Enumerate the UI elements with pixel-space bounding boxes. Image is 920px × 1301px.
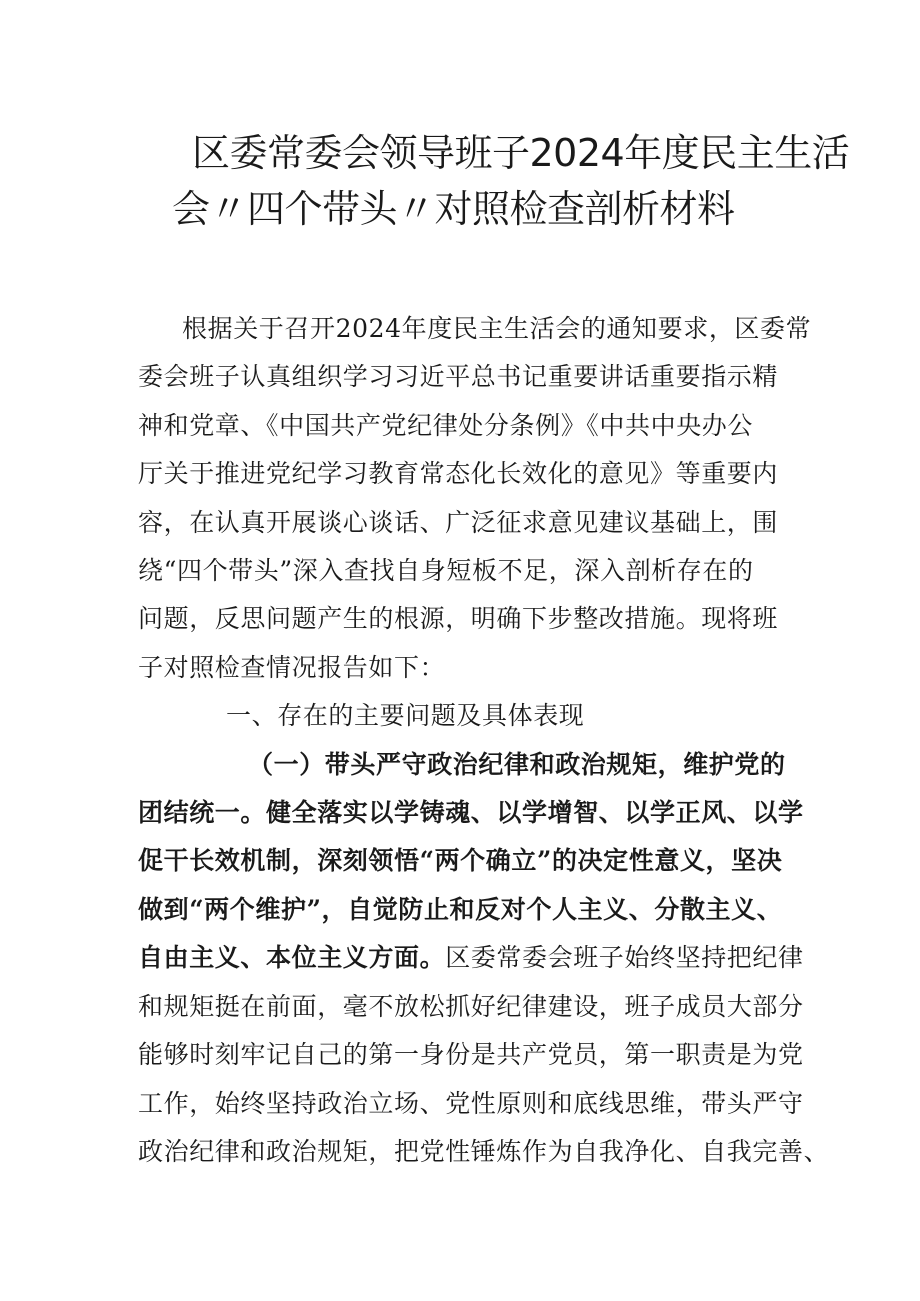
bold-run: 自由主义、本位主义方面。: [138, 943, 446, 973]
paragraph-line: 政治纪律和政治规矩，把党性锤炼作为自我净化、自我完善、: [138, 1136, 830, 1166]
section-heading: 一、存在的主要问题及具体表现: [226, 701, 585, 731]
paragraph-line-bold: 促干长效机制，深刻领悟“两个确立”的决定性意义，坚决: [138, 846, 783, 876]
normal-run: 区委常委会班子始终坚持把纪律: [445, 943, 804, 973]
paragraph-line: 子对照检查情况报告如下：: [138, 652, 446, 682]
paragraph-line: 能够时刻牢记自己的第一身份是共产党员，第一职责是为党: [138, 1040, 804, 1070]
paragraph-line: 厅关于推进党纪学习教育常态化长效化的意见》等重要内: [138, 459, 779, 489]
paragraph-line: 工作，始终坚持政治立场、党性原则和底线思维，带头严守: [138, 1088, 804, 1118]
document-body: [138, 305, 830, 1176]
title-line: 会〃四个带头〃对照检查剖析材料: [172, 187, 735, 231]
paragraph-line-bold: 做到“两个维护”，自觉防止和反对个人主义、分散主义、: [138, 894, 783, 924]
paragraph-line: 问题，反思问题产生的根源，明确下步整改措施。现将班: [138, 604, 779, 634]
paragraph-line: 根据关于召开2024年度民主生活会的通知要求，区委常: [182, 314, 812, 343]
title-line: 区委常委会领导班子2024年度民主生活: [192, 131, 850, 175]
document-title: [172, 125, 850, 237]
paragraph-line: 和规矩挺在前面，毫不放松抓好纪律建设，班子成员大部分: [138, 991, 804, 1021]
paragraph-line-mixed: [138, 934, 804, 982]
paragraph-line-bold: 团结统一。健全落实以学铸魂、以学增智、以学正风、以学: [138, 798, 804, 828]
paragraph-line: 绕“四个带头”深入查找自身短板不足，深入剖析存在的: [138, 556, 754, 586]
paragraph-line: 神和党章、《中国共产党纪律处分条例》《中共中央办公: [138, 410, 754, 440]
paragraph-line: 委会班子认真组织学习习近平总书记重要讲话重要指示精: [138, 362, 779, 392]
paragraph-line: 容，在认真开展谈心谈话、广泛征求意见建议基础上，围: [138, 507, 779, 537]
subsection-heading: （一）带头严守政治纪律和政治规矩，维护党的: [248, 749, 786, 779]
